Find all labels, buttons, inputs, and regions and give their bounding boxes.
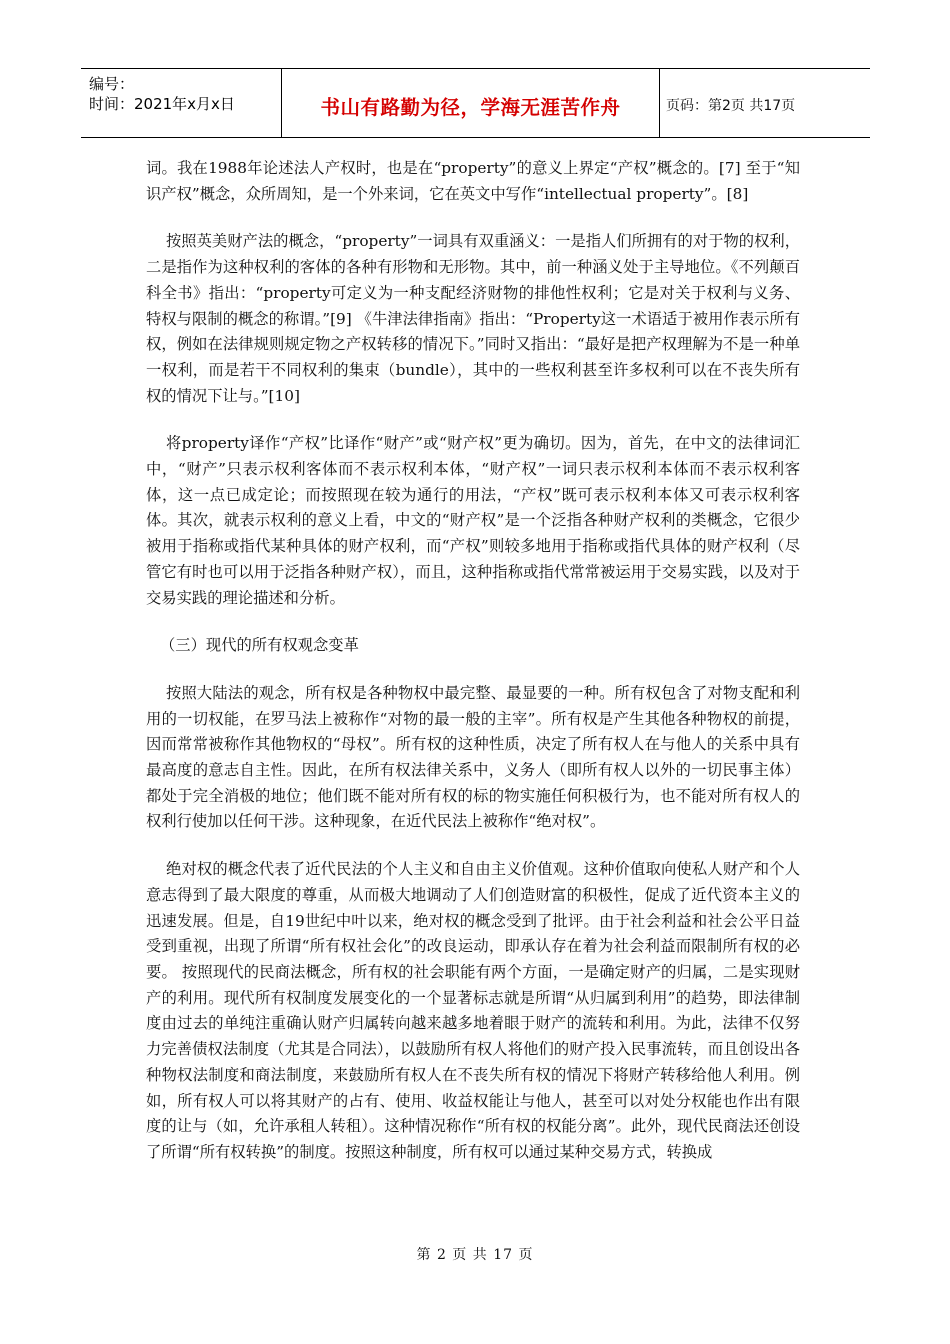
page-info: 页码：第2页 共17页: [666, 98, 796, 114]
section-heading: （三）现代的所有权观念变革: [160, 636, 359, 655]
page-header: [81, 68, 870, 138]
paragraph-continuation: 词。我在1988年论述法人产权时，也是在“property”的意义上界定“产权”概念的。[7] 至于“知识产权”概念，众所周知，是一个外来词，它在英文中写作“intellectual property”。[8]: [146, 159, 800, 203]
paragraph-translation: 将property译作“产权”比译作“财产”或“财产权”更为确切。因为，首先，在中文的法律词汇中，“财产”只表示权利客体而不表示权利本体，“财产权”一词只表示权利本体而不表示权利客体，这一点已成定论；而按照现在较为通行的用法，“产权”既可表示权利本体又可表示权利客体。其次，就表示权利的意义上看，中文的“财产权”是一个泛指各种财产权利的类概念，它很少被用于指称或指代某种具体的财产权利，而“产权”则较多地用于指称或指代具体的财产权利（尽管它有时也可以用于泛指各种财产权），而且，这种指称或指代常常被运用于交易实践，以及对于交易实践的理论描述和分析。: [146, 434, 800, 607]
paragraph-absolute-right: 绝对权的概念代表了近代民法的个人主义和自由主义价值观。这种价值取向使私人财产和个人意志得到了最大限度的尊重，从而极大地调动了人们创造财富的积极性，促成了近代资本主义的迅速发展。但是，自19世纪中叶以来，绝对权的概念受到了批评。由于社会利益和社会公平日益受到重视，出现了所谓“所有权社会化”的改良运动，即承认存在着为社会利益而限制所有权的必要。 按照现代的民商法概念，所有权的社会职能有两个方面，一是确定财产的归属，二是实现财产的利用。现代所有权制度发展变化的一个显著标志就是所谓“从归属到利用”的趋势，即法律制度由过去的单纯注重确认财产归属转向越来越多地着眼于财产的流转和利用。为此，法律不仅努力完善债权法制度（尤其是合同法），以鼓励所有权人将他们的财产投入民事流转，而且创设出各种物权法制度和商法制度，来鼓励所有权人在不丧失所有权的情况下将财产转移给他人利用。例如，所有权人可以将其财产的占有、使用、收益权能让与他人，甚至可以对处分权能也作出有限度的让与（如，允许承租人转租）。这种情况称作“所有权的权能分离”。此外，现代民商法还创设了所谓“所有权转换”的制度。按照这种制度，所有权可以通过某种交易方式，转换成: [146, 860, 800, 1161]
header-meta-cell: [81, 69, 282, 137]
document-body: [146, 156, 800, 1166]
number-label: 编号：: [89, 75, 135, 93]
paragraph-property-meaning: 按照英美财产法的概念，“property”一词具有双重涵义：一是指人们所拥有的对于物的权利，二是指作为这种权利的客体的各种有形物和无形物。其中，前一种涵义处于主导地位。《不列颠百科全书》指出：“property可定义为一种支配经济财物的排他性权利；它是对关于权利与义务、特权与限制的概念的称谓。”[9] 《牛津法律指南》指出：“Property这一术语适于被用作表示所有权，例如在法律规则规定物之产权转移的情况下。”同时又指出：“最好是把产权理解为不是一种单一权利，而是若干不同权利的集束（bundle），其中的一些权利甚至许多权利可以在不丧失所有权的情况下让与。”[10]: [146, 232, 800, 405]
time-label: 时间：2021年x月x日: [89, 95, 235, 113]
paragraph-continental-law: 按照大陆法的观念，所有权是各种物权中最完整、最显要的一种。所有权包含了对物支配和利用的一切权能，在罗马法上被称作“对物的最一般的主宰”。所有权是产生其他各种物权的前提，因而常常被称作其他物权的“母权”。所有权的这种性质，决定了所有权人在与他人的关系中具有最高度的意志自主性。因此，在所有权法律关系中，义务人（即所有权人以外的一切民事主体）都处于完全消极的地位；他们既不能对所有权的标的物实施任何积极行为，也不能对所有权人的权利行使加以任何干涉。这种现象，在近代民法上被称作“绝对权”。: [146, 683, 800, 831]
page-footer: 第 2 页 共 17 页: [416, 1247, 534, 1263]
header-motto-cell: [282, 69, 660, 137]
motto-text: 书山有路勤为径，学海无涯苦作舟: [320, 96, 621, 119]
header-page-cell: [660, 69, 870, 137]
